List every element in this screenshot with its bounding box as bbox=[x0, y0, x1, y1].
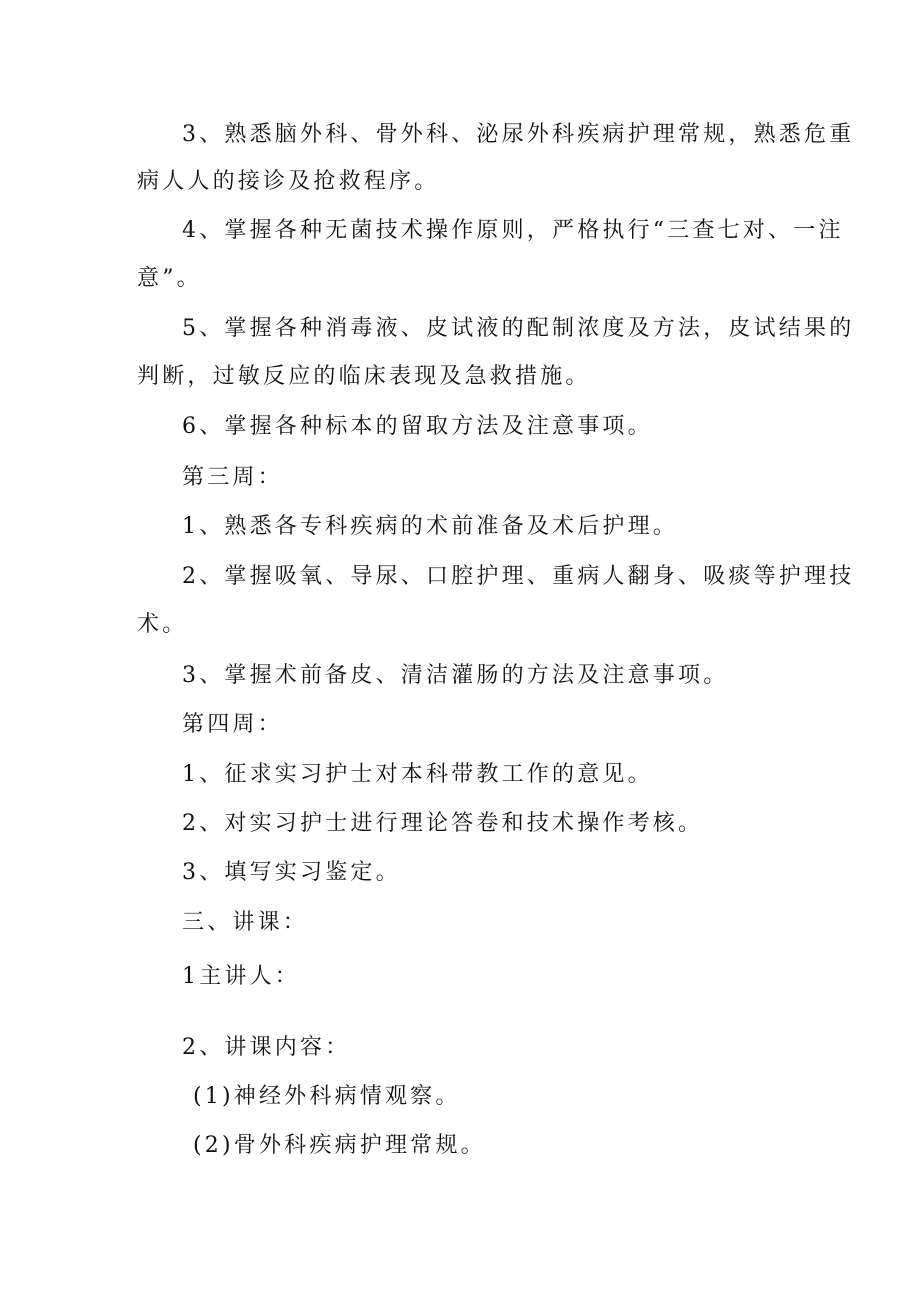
week4-item-3: 3、填写实习鉴定。 bbox=[182, 860, 401, 885]
week3-item-2-line-1: 2、掌握吸氧、导尿、口腔护理、重病人翻身、吸痰等护理技 bbox=[182, 564, 855, 589]
lecture-item-1: 1主讲人： bbox=[182, 964, 300, 989]
paragraph-item-3-line-1: 3、熟悉脑外科、骨外科、泌尿外科疾病护理常规，熟悉危重 bbox=[182, 122, 855, 147]
lecture-topic-2: (2)骨外科疾病护理常规。 bbox=[193, 1133, 486, 1158]
heading-week-4: 第四周： bbox=[182, 712, 283, 737]
week3-item-1: 1、熟悉各专科疾病的术前准备及术后护理。 bbox=[182, 514, 678, 539]
week4-item-2: 2、对实习护士进行理论答卷和技术操作考核。 bbox=[182, 811, 704, 836]
paragraph-item-5-line-2: 判断，过敏反应的临床表现及急救措施。 bbox=[137, 364, 591, 389]
week3-item-2-line-2: 术。 bbox=[137, 612, 188, 637]
heading-week-3: 第三周： bbox=[182, 465, 283, 490]
paragraph-item-5-line-1: 5、掌握各种消毒液、皮试液的配制浓度及方法，皮试结果的 bbox=[182, 316, 855, 341]
paragraph-item-4-line-2: 意”。 bbox=[137, 266, 202, 291]
paragraph-item-6: 6、掌握各种标本的留取方法及注意事项。 bbox=[182, 414, 653, 439]
heading-section-3: 三、讲课： bbox=[182, 910, 309, 935]
lecture-topic-1: (1)神经外科病情观察。 bbox=[193, 1084, 461, 1109]
paragraph-item-4-line-1: 4、掌握各种无菌技术操作原则，严格执行“三查七对、一注 bbox=[182, 218, 844, 243]
week3-item-3: 3、掌握术前备皮、清洁灌肠的方法及注意事项。 bbox=[182, 663, 729, 688]
paragraph-item-3-line-2: 病人人的接诊及抢救程序。 bbox=[137, 169, 440, 194]
lecture-item-2: 2、讲课内容： bbox=[182, 1035, 351, 1060]
week4-item-1: 1、征求实习护士对本科带教工作的意见。 bbox=[182, 762, 653, 787]
